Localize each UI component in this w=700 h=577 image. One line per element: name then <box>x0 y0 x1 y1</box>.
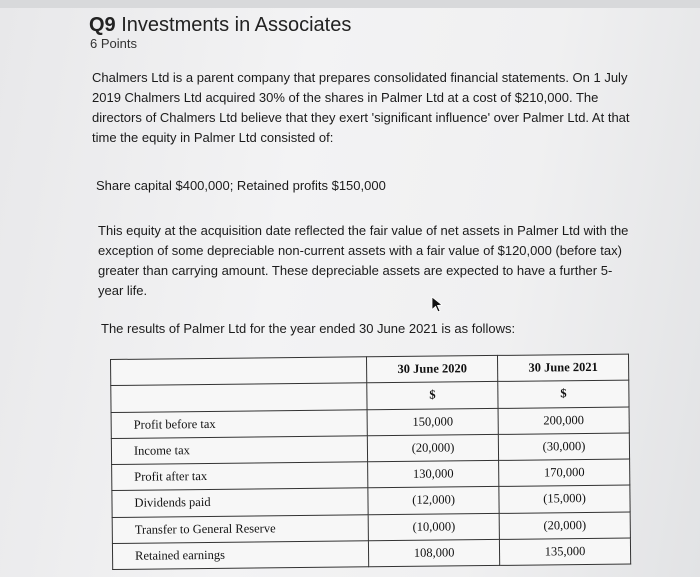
value-2021: (20,000) <box>499 512 630 540</box>
header-2021: 30 June 2021 <box>498 354 629 382</box>
value-2020: 150,000 <box>367 408 498 436</box>
equity-paragraph: Share capital $400,000; Retained profits $150,000 <box>96 178 386 193</box>
question-title-text: Investments in Associates <box>121 14 352 36</box>
row-label: Profit before tax <box>111 409 367 438</box>
value-2020: 130,000 <box>368 460 499 488</box>
value-2021: (30,000) <box>498 433 629 461</box>
value-2020: (10,000) <box>368 513 499 541</box>
row-label: Income tax <box>111 436 367 465</box>
results-table-container <box>110 354 631 570</box>
top-divider <box>0 0 700 8</box>
results-table <box>110 354 631 570</box>
question-points: 6 Points <box>90 36 137 51</box>
row-label: Retained earnings <box>112 541 368 570</box>
results-intro-paragraph: The results of Palmer Ltd for the year ended 30 June 2021 is as follows: <box>101 321 516 336</box>
question-title <box>89 14 351 37</box>
value-2021: 170,000 <box>499 459 630 487</box>
header-2020: 30 June 2020 <box>367 355 498 383</box>
header-label-cell <box>111 357 367 386</box>
fair-value-paragraph: This equity at the acquisition date reflected the fair value of net assets in Palmer Ltd with the exception of some depreciable non-current assets with a fair value of $120,000 (before tax) greater than carrying amount. These depreciable assets are expected to have a further 5-year life. <box>98 223 629 298</box>
value-2021: 135,000 <box>499 538 630 566</box>
value-2020: (12,000) <box>368 487 499 515</box>
row-label: Transfer to General Reserve <box>112 514 368 543</box>
currency-2020: $ <box>367 382 498 410</box>
row-label: Profit after tax <box>112 462 368 491</box>
value-2020: (20,000) <box>367 434 498 462</box>
table-row <box>112 538 630 570</box>
value-2021: 200,000 <box>498 407 629 435</box>
currency-2021: $ <box>498 380 629 408</box>
question-number: Q9 <box>89 14 116 36</box>
value-2021: (15,000) <box>499 485 630 513</box>
value-2020: 108,000 <box>369 539 500 567</box>
mouse-pointer-icon <box>430 296 444 312</box>
currency-label-cell <box>111 383 367 412</box>
row-label: Dividends paid <box>112 488 368 517</box>
intro-paragraph: Chalmers Ltd is a parent company that prepares consolidated financial statements. On 1 July 2019 Chalmers Ltd acquired 30% of the shares in Palmer Ltd at a cost of $210,000. The directors of Chalmers Ltd believe that they exert 'significant influence' over Palmer Ltd. At that time the equity in Palmer Ltd consisted of: <box>92 70 630 145</box>
